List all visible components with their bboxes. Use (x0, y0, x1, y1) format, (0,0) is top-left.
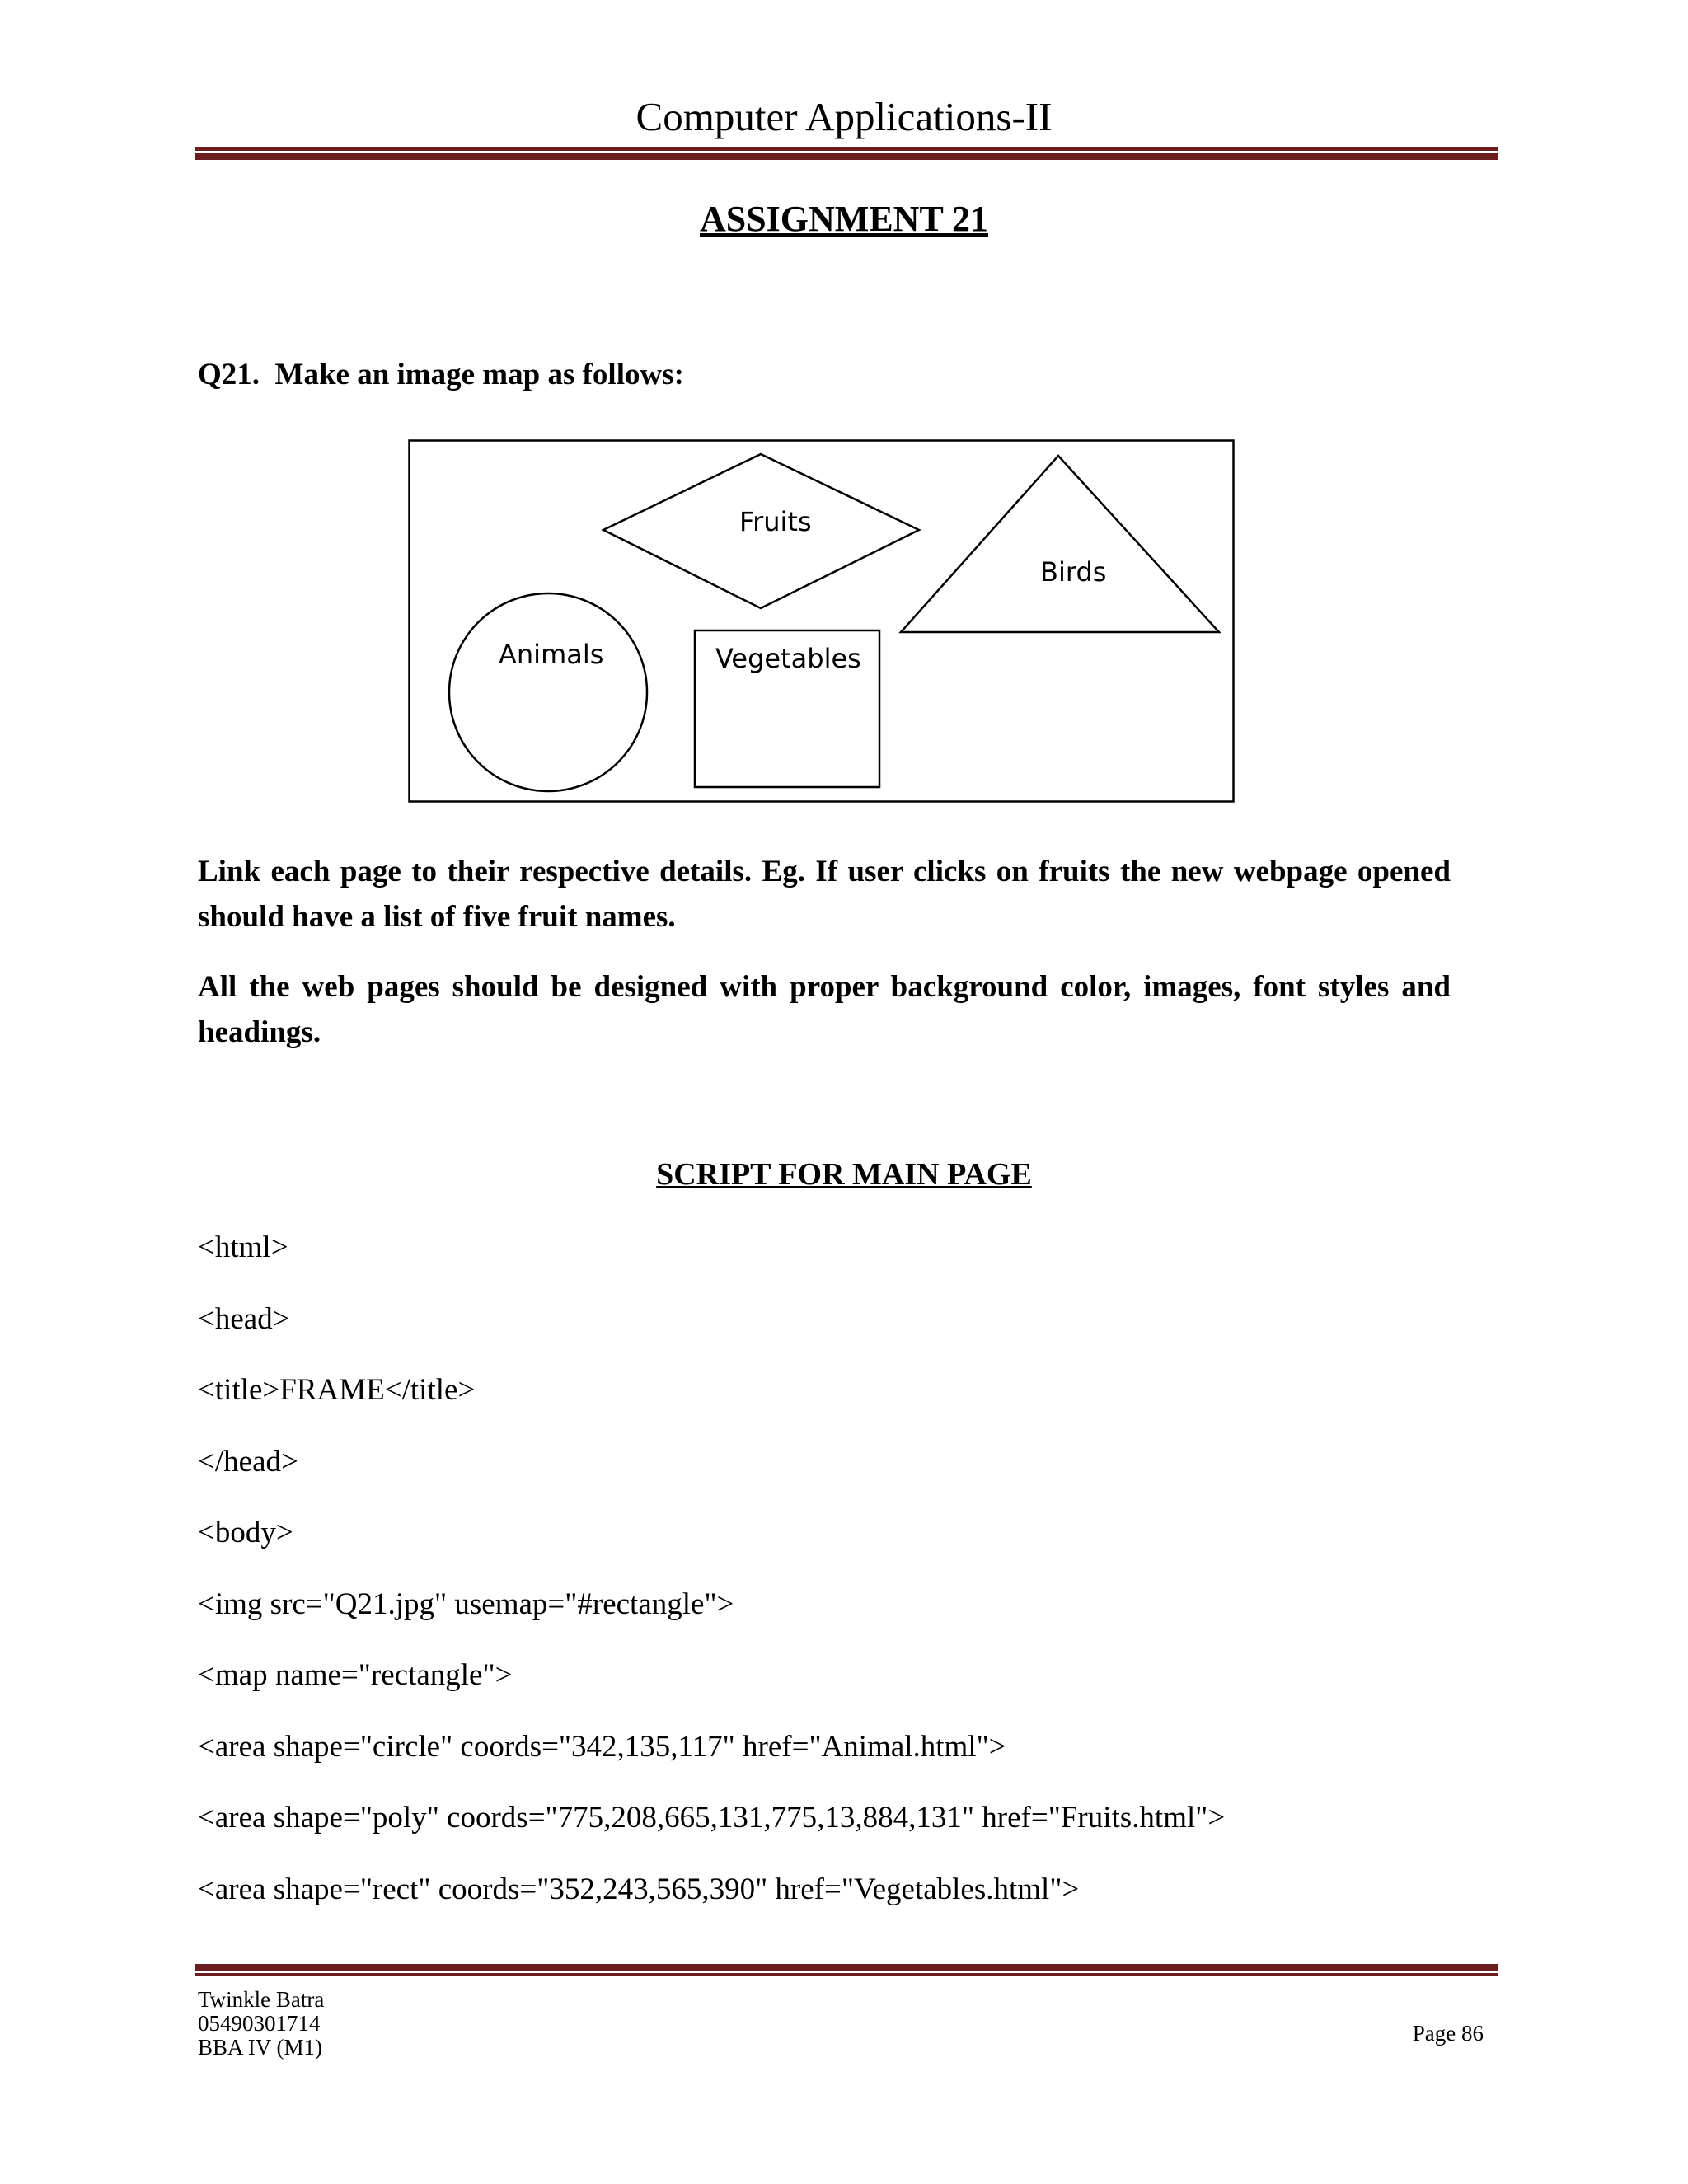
code-line: <area shape="poly" coords="775,208,665,131,775,13,884,131" href="Fruits.html"> (198, 1801, 1226, 1835)
footer-class: BBA IV (M1) (198, 2035, 323, 2060)
fruits-label: Fruits (739, 506, 812, 537)
code-line: <area shape="circle" coords="342,135,117" href="Animal.html"> (198, 1730, 1006, 1764)
question-text: Q21. Make an image map as follows: (198, 358, 684, 391)
script-heading: SCRIPT FOR MAIN PAGE (656, 1157, 1032, 1192)
header-rule-thin (195, 147, 1498, 151)
animals-label: Animals (499, 639, 604, 670)
assignment-title: ASSIGNMENT 21 (699, 199, 989, 239)
code-line: <map name="rectangle"> (198, 1658, 513, 1692)
animals-circle-shape (449, 593, 647, 791)
instruction-paragraph-1: Link each page to their respective details. Eg. If user clicks on fruits the new webpage opened should have a list of five fruit names. (198, 855, 1451, 934)
code-line: <title>FRAME</title> (198, 1373, 476, 1407)
footer-rule-thick (195, 1964, 1498, 1971)
footer-info (198, 1988, 324, 2060)
vegetables-label: Vegetables (715, 643, 861, 674)
page-number: Page 86 (1412, 2021, 1484, 2046)
code-line: </head> (198, 1445, 298, 1479)
header-rule-thick (195, 153, 1498, 160)
code-line: <html> (198, 1230, 288, 1264)
footer-author-name: Twinkle Batra (198, 1987, 325, 2012)
instruction-paragraph-2: All the web pages should be designed with proper background color, images, font styles and headings. (198, 970, 1451, 1049)
figure-frame (410, 441, 1234, 802)
code-line: <body> (198, 1516, 293, 1549)
code-line: <img src="Q21.jpg" usemap="#rectangle"> (198, 1587, 734, 1621)
code-line: <head> (198, 1302, 290, 1336)
code-line: <area shape="rect" coords="352,243,565,390" href="Vegetables.html"> (198, 1872, 1080, 1906)
footer-rule-thin (195, 1973, 1498, 1976)
running-header-title: Computer Applications-II (635, 94, 1053, 139)
birds-label: Birds (1040, 556, 1107, 588)
birds-triangle-shape (901, 456, 1219, 632)
footer-roll-number: 05490301714 (198, 2011, 321, 2036)
image-map-figure (408, 439, 1235, 803)
